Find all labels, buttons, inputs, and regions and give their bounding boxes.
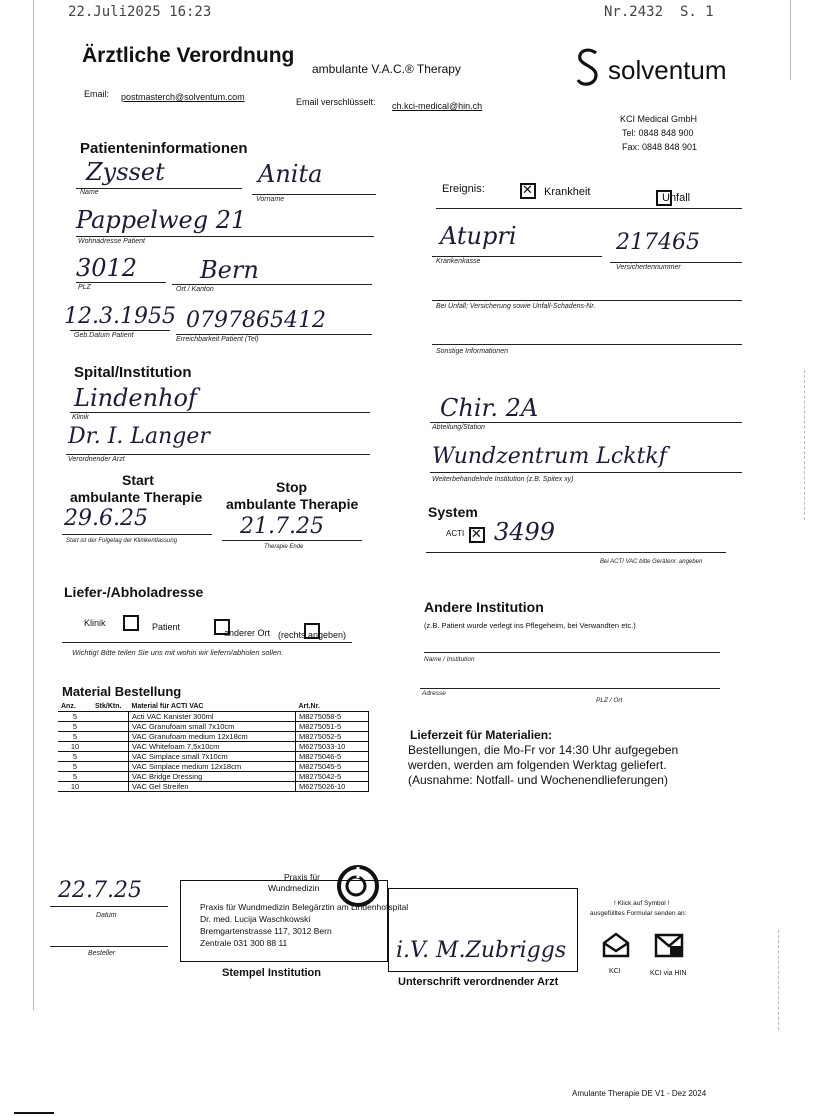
solventum-logo-icon	[574, 47, 604, 94]
order-date-line	[50, 906, 168, 907]
material-row	[58, 722, 369, 732]
patient-dob-label: Geb.Datum Patient	[74, 332, 134, 339]
email-label: Email:	[84, 89, 110, 99]
company-name: KCI Medical GmbH	[620, 114, 698, 124]
patient-ort-line	[172, 284, 372, 285]
section-system: System	[428, 504, 478, 520]
system-acti-label: ACTI	[446, 529, 465, 538]
insured-number-line	[610, 262, 742, 263]
other-info-label: Sonstige Informationen	[436, 348, 508, 355]
department-value[interactable]: Chir. 2A	[440, 394, 539, 422]
stop-title: Stop	[276, 479, 308, 495]
material-qty: 5	[58, 712, 92, 722]
other-institution-hint: (z.B. Patient wurde verlegt ins Pflegeheim, bei Verwandten etc.)	[424, 621, 636, 630]
delivery-other-hint: (rechts angeben)	[278, 630, 347, 640]
other-institution-address-line	[420, 688, 720, 689]
signature-label: Unterschrift verordnender Arzt	[398, 976, 559, 988]
material-col-art: Art.Nr.	[296, 702, 369, 712]
material-art: M8275042-5	[296, 772, 369, 782]
insured-number-label: Versichertennummer	[616, 264, 681, 271]
doctor-label: Verordnender Arzt	[68, 456, 125, 463]
other-info-line	[432, 344, 742, 345]
system-serial-value[interactable]: 3499	[494, 518, 556, 546]
start-date-value[interactable]: 29.6.25	[64, 506, 148, 531]
patient-dob-value[interactable]: 12.3.1955	[64, 304, 176, 329]
material-art: M6275026-10	[296, 782, 369, 792]
delivery-note: Wichtig! Bitte teilen Sie uns mit wohin wir liefern/abholen sollen.	[72, 648, 284, 657]
fax-timestamp: 22.Juli2025 16:23	[68, 4, 212, 20]
company-tel: Tel: 0848 848 900	[622, 128, 694, 138]
doctor-value[interactable]: Dr. I. Langer	[68, 424, 210, 449]
section-institution: Spital/Institution	[74, 364, 192, 381]
delivery-other-label: anderer Ort	[224, 628, 271, 638]
material-item: VAC Bridge Dressing	[129, 772, 296, 782]
material-item: VAC Granufoam small 7x10cm	[129, 722, 296, 732]
other-institution-address-label: Adresse	[422, 690, 446, 697]
material-row	[58, 712, 369, 722]
patient-plz-line	[76, 282, 166, 283]
send-hin-label: KCI via HIN	[650, 970, 687, 977]
material-art: M8275052-5	[296, 732, 369, 742]
material-pkg	[92, 762, 129, 772]
insurer-label: Krankenkasse	[436, 258, 481, 265]
material-pkg	[92, 772, 129, 782]
stamp-line2: Dr. med. Lucija Waschkowski	[200, 914, 311, 924]
event-krankheit-label: Krankheit	[544, 186, 591, 198]
material-art: M8275045-5	[296, 762, 369, 772]
footer-mark	[14, 1112, 54, 1114]
material-pkg	[92, 782, 129, 792]
patient-vorname-value[interactable]: Anita	[258, 160, 323, 188]
order-date-label: Datum	[96, 912, 117, 919]
start-date-line	[62, 534, 212, 535]
patient-name-label: Name	[80, 189, 99, 196]
material-art: M8275046-5	[296, 752, 369, 762]
material-qty: 10	[58, 742, 92, 752]
material-pkg	[92, 742, 129, 752]
section-material: Material Bestellung	[62, 684, 182, 699]
orderer-label: Besteller	[88, 950, 116, 957]
envelope-open-icon	[602, 932, 630, 958]
event-line	[436, 208, 742, 209]
clinic-line	[70, 412, 370, 413]
stamp-top1: Praxis für	[284, 872, 320, 882]
patient-name-value[interactable]: Zysset	[86, 158, 165, 186]
material-qty: 5	[58, 772, 92, 782]
department-label: Abteilung/Station	[432, 424, 485, 431]
material-art: M8275058-5	[296, 712, 369, 722]
material-qty: 5	[58, 752, 92, 762]
form-title: Ärztliche Verordnung	[82, 44, 295, 67]
event-unfall-label: Unfall	[662, 192, 691, 204]
material-header-row	[58, 702, 369, 712]
material-item: Acti VAC Kanister 300ml	[129, 712, 296, 722]
insurer-value[interactable]: Atupri	[440, 222, 517, 250]
material-row	[58, 782, 369, 792]
stop-date-line	[222, 540, 362, 541]
stamp-line4: Zentrale 031 300 88 11	[200, 938, 288, 948]
patient-address-value[interactable]: Pappelweg 21	[76, 206, 247, 234]
envelope-secure-icon	[654, 932, 684, 958]
patient-ort-label: Ort / Kanton	[176, 286, 214, 293]
patient-phone-value[interactable]: 0797865412	[186, 308, 326, 333]
insurer-line	[432, 256, 602, 257]
section-patient: Patienteninformationen	[80, 140, 248, 157]
system-acti-checkbox[interactable]	[469, 527, 485, 543]
material-pkg	[92, 722, 129, 732]
section-other-institution: Andere Institution	[424, 599, 544, 615]
scan-edge-right-lower	[778, 930, 779, 1030]
material-row	[58, 742, 369, 752]
material-pkg	[92, 712, 129, 722]
send-kci-label: KCI	[609, 968, 621, 975]
start-subtitle: ambulante Therapie	[70, 489, 203, 505]
email-encrypted-label: Email verschlüsselt:	[296, 97, 376, 107]
scan-edge-right-dashed	[804, 370, 805, 520]
start-title: Start	[122, 472, 154, 488]
accident-label: Bei Unfall; Versicherung sowie Unfall-Schadens-Nr.	[436, 303, 596, 310]
material-row	[58, 772, 369, 782]
patient-vorname-label: Vorname	[256, 196, 285, 203]
material-row	[58, 752, 369, 762]
system-line	[426, 552, 726, 553]
insured-number-value[interactable]: 217465	[616, 230, 700, 255]
other-institution-name-label: Name / Institution	[424, 656, 475, 663]
followup-label: Weiterbehandelnde Institution (z.B. Spitex xy)	[432, 476, 574, 483]
delivery-patient-label: Patient	[152, 622, 181, 632]
scan-edge-left	[33, 0, 34, 1010]
delivery-klinik-label: Klinik	[84, 618, 106, 628]
stamp-top2: Wundmedizin	[268, 883, 320, 893]
patient-dob-line	[70, 330, 170, 331]
material-art: M8275051-5	[296, 722, 369, 732]
material-item: VAC Whitefoam 7,5x10cm	[129, 742, 296, 752]
material-qty: 5	[58, 732, 92, 742]
clinic-value[interactable]: Lindenhof	[74, 384, 197, 412]
material-art: M6275033-10	[296, 742, 369, 752]
stamp-label: Stempel Institution	[222, 967, 321, 979]
material-row	[58, 762, 369, 772]
stamp-line1: Praxis für Wundmedizin Belegärztin am Lindenhofspital	[200, 902, 409, 912]
material-qty: 5	[58, 762, 92, 772]
stamp-line3: Bremgartenstrasse 117, 3012 Bern	[200, 926, 332, 936]
system-note: Bei ACTI VAC bitte Gerätenr. angeben	[600, 559, 703, 565]
material-pkg	[92, 732, 129, 742]
stop-subtitle: ambulante Therapie	[226, 496, 359, 512]
patient-phone-line	[176, 334, 372, 335]
delivery-time-line2: werden, werden am folgenden Werktag geliefert.	[408, 758, 667, 772]
signature-value[interactable]: i.V. M.Zubriggs	[396, 938, 567, 963]
send-kci-button[interactable]	[602, 932, 630, 963]
email-encrypted-link[interactable]: ch.kci-medical@hin.ch	[392, 101, 483, 111]
send-hint2: ausgefülltes Formular senden an:	[590, 910, 687, 917]
material-qty: 10	[58, 782, 92, 792]
stop-date-label: Therapie Ende	[264, 544, 304, 550]
fax-number: Nr.2432	[604, 4, 664, 20]
material-row	[58, 732, 369, 742]
email-link[interactable]: postmasterch@solventum.com	[121, 92, 245, 102]
delivery-time-line3: (Ausnahme: Notfall- und Wochenendlieferungen)	[408, 773, 668, 787]
patient-name-line	[76, 188, 242, 189]
order-date-value[interactable]: 22.7.25	[58, 878, 142, 903]
event-label: Ereignis:	[442, 183, 485, 195]
doctor-line	[66, 454, 370, 455]
event-krankheit-checkbox[interactable]	[520, 183, 536, 199]
send-hin-button[interactable]	[654, 932, 684, 963]
accident-line	[432, 300, 742, 301]
material-col-qty: Anz.	[58, 702, 92, 712]
material-pkg	[92, 752, 129, 762]
material-qty: 5	[58, 722, 92, 732]
send-hint1: ! Klick auf Symbol !	[614, 900, 670, 907]
delivery-time-line1: Bestellungen, die Mo-Fr vor 14:30 Uhr aufgegeben	[408, 743, 679, 757]
patient-phone-label: Erreichbarkeit Patient (Tel)	[176, 336, 259, 343]
patient-plz-label: PLZ	[78, 284, 91, 291]
material-col-item: Material für ACTI VAC	[129, 702, 296, 712]
material-item: VAC Granufoam medium 12x18cm	[129, 732, 296, 742]
scan-edge-right	[790, 0, 791, 80]
patient-vorname-line	[252, 194, 376, 195]
form-subtitle: ambulante V.A.C.® Therapy	[312, 62, 461, 76]
clinic-label: Klinik	[72, 414, 89, 421]
followup-value[interactable]: Wundzentrum Lcktkf	[432, 444, 667, 469]
section-delivery: Liefer-/Abholadresse	[64, 584, 204, 600]
material-item: VAC Simplace small 7x10cm	[129, 752, 296, 762]
footer-version: Amulante Therapie DE V1 - Dez 2024	[572, 1089, 707, 1098]
fax-page: S. 1	[680, 4, 714, 20]
patient-ort-value[interactable]: Bern	[200, 256, 259, 284]
delivery-klinik-checkbox[interactable]	[123, 615, 139, 631]
brand-name: solventum	[608, 55, 727, 85]
company-fax: Fax: 0848 848 901	[622, 142, 698, 152]
patient-plz-value[interactable]: 3012	[76, 254, 138, 282]
material-item: VAC Simplace medium 12x18cm	[129, 762, 296, 772]
followup-line	[430, 472, 742, 473]
material-table	[58, 702, 369, 792]
start-date-label: Start ist der Folgetag der Klinikentlassung	[66, 538, 178, 544]
stop-date-value[interactable]: 21.7.25	[240, 514, 324, 539]
other-institution-name-line	[424, 652, 720, 653]
material-col-pkg: Stk/Ktn.	[92, 702, 129, 712]
delivery-line	[62, 642, 352, 643]
department-line	[430, 422, 742, 423]
material-item: VAC Gel Streifen	[129, 782, 296, 792]
patient-address-line	[76, 236, 374, 237]
orderer-line	[50, 946, 168, 947]
other-institution-plz-label: PLZ / Ort	[596, 697, 623, 704]
delivery-time-title: Lieferzeit für Materialien:	[410, 728, 553, 742]
patient-address-label: Wohnadresse Patient	[78, 238, 145, 245]
